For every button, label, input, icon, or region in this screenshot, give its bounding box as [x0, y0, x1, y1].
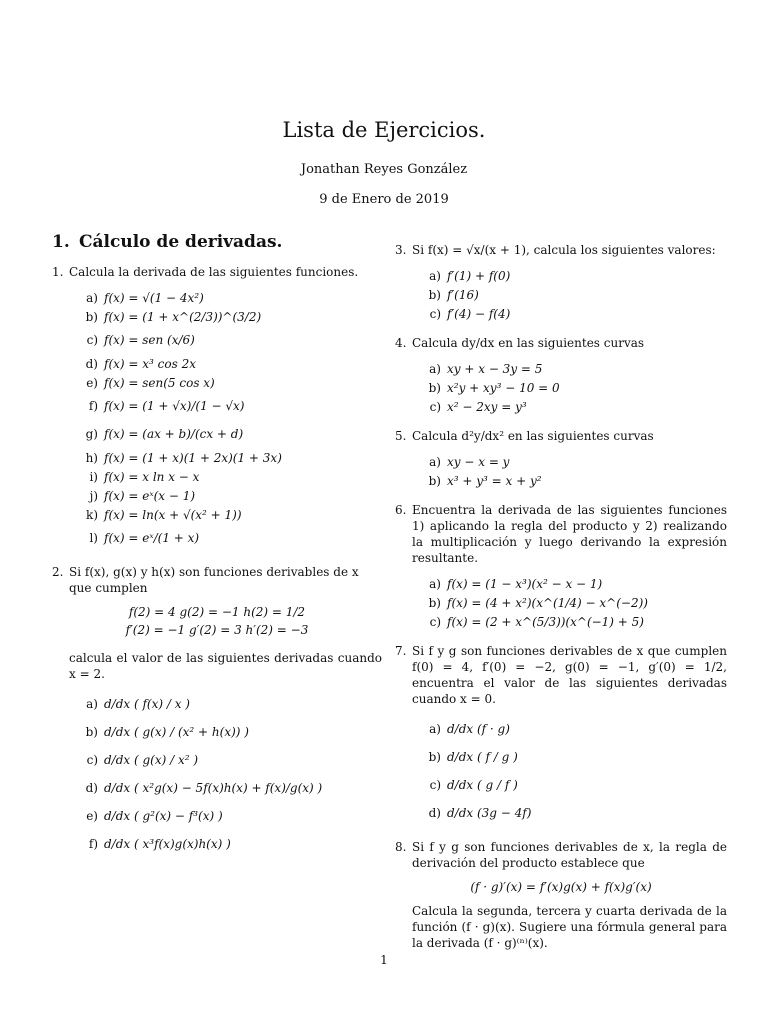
- item-expression: f′(16): [447, 287, 479, 302]
- item-label: b): [85, 309, 98, 324]
- item-label: a): [86, 290, 98, 305]
- list-item: [417, 359, 727, 378]
- item-label: b): [428, 380, 441, 395]
- list-item: [417, 799, 727, 827]
- item-label: l): [89, 531, 98, 545]
- list-item: [417, 471, 727, 490]
- item-label: i): [89, 469, 98, 484]
- item-expression: d/dx ( f(x) / x ): [104, 697, 190, 711]
- section-heading: [52, 232, 382, 252]
- list-item: [417, 285, 727, 304]
- item-expression: d/dx ( x³f(x)g(x)h(x) ): [104, 837, 231, 851]
- exercise-text: Calcula d²y/dx² en las siguientes curvas: [412, 429, 654, 443]
- list-item: [74, 467, 382, 486]
- item-expression: x²y + xy³ − 10 = 0: [447, 380, 560, 395]
- item-expression: d/dx ( x²g(x) − 5f(x)h(x) + f(x)/g(x) ): [104, 781, 323, 795]
- item-expression: f′(1) + f(0): [447, 268, 511, 283]
- item-label: b): [85, 725, 98, 739]
- item-expression: d/dx ( g(x) / x² ): [104, 753, 199, 767]
- list-item: [417, 743, 727, 771]
- list-item: [74, 718, 382, 746]
- list-item: [74, 746, 382, 774]
- list-item: [74, 420, 382, 448]
- item-label: c): [429, 306, 441, 321]
- item-expression: d/dx ( g²(x) − f³(x) ): [104, 809, 223, 823]
- item-label: j): [89, 488, 98, 503]
- exercise-number: 4.: [395, 336, 407, 350]
- item-label: k): [86, 507, 98, 522]
- list-item: [417, 574, 727, 593]
- item-expression: f(x) = (2 + x^(5/3))(x^(−1) + 5): [447, 614, 644, 629]
- exercise-text: Si f(x) = √x/(x + 1), calcula los siguientes valores:: [412, 243, 716, 257]
- exercise-text: Calcula la derivada de las siguientes funciones.: [69, 265, 359, 279]
- list-item: [74, 830, 382, 858]
- item-label: c): [86, 753, 98, 767]
- item-label: d): [85, 356, 98, 371]
- item-label: a): [429, 268, 441, 283]
- list-item: [74, 326, 382, 354]
- exercise-7: [395, 643, 727, 827]
- list-item: [74, 373, 382, 392]
- list-item: [74, 524, 382, 552]
- item-label: a): [429, 361, 441, 376]
- item-label: g): [85, 427, 98, 441]
- item-expression: f(x) = (1 − x³)(x² − x − 1): [447, 576, 603, 591]
- right-column: [395, 232, 727, 951]
- author-name: Jonathan Reyes González: [300, 162, 468, 177]
- exercise-5: [395, 428, 727, 490]
- exercise-number: 3.: [395, 243, 407, 257]
- item-label: c): [429, 778, 441, 792]
- item-expression: f(x) = √(1 − 4x²): [104, 290, 204, 305]
- item-expression: f(x) = (ax + b)/(cx + d): [104, 427, 244, 441]
- list-item: [74, 505, 382, 524]
- exercise-text: Si f y g son funciones derivables de x que cumplen f(0) = 4, f′(0) = −2, g(0) = −1, g′(0) = 1/2, encuentra el valor de las siguientes derivadas cuando x = 0.: [412, 644, 727, 706]
- exercise-4: [395, 335, 727, 416]
- item-label: b): [428, 750, 441, 764]
- equation-line: f′(2) = −1 g′(2) = 3 h′(2) = −3: [125, 623, 309, 637]
- exercise-number: 7.: [395, 644, 407, 658]
- exercise-items: [74, 690, 382, 858]
- item-label: b): [428, 595, 441, 610]
- exercise-number: 6.: [395, 503, 407, 517]
- item-expression: d/dx ( f / g ): [447, 750, 518, 764]
- item-label: e): [86, 375, 98, 390]
- exercise-3: [395, 242, 727, 323]
- item-expression: f(x) = sen (x/6): [104, 333, 195, 347]
- item-expression: f(x) = x ln x − x: [104, 469, 200, 484]
- exercise-items: [417, 715, 727, 827]
- item-label: f): [88, 837, 98, 851]
- item-expression: f(x) = (1 + x^(2/3))^(3/2): [104, 309, 262, 324]
- list-item: [417, 452, 727, 471]
- exercise-text: calcula el valor de las siguientes derivadas cuando x = 2.: [69, 651, 382, 681]
- document-title: Lista de Ejercicios.: [282, 118, 486, 142]
- list-item: [74, 690, 382, 718]
- item-expression: x² − 2xy = y³: [447, 399, 527, 414]
- list-item: [417, 612, 727, 631]
- item-label: c): [86, 333, 98, 347]
- item-label: d): [428, 806, 441, 820]
- item-label: h): [85, 450, 98, 465]
- item-expression: f(x) = x³ cos 2x: [104, 356, 196, 371]
- item-expression: f(x) = sen(5 cos x): [104, 375, 215, 390]
- item-label: a): [429, 454, 441, 469]
- item-expression: f(x) = (1 + x)(1 + 2x)(1 + 3x): [104, 450, 282, 465]
- exercise-8: [395, 839, 727, 951]
- item-expression: xy + x − 3y = 5: [447, 361, 543, 376]
- exercise-text: Si f y g son funciones derivables de x, la regla de derivación del producto establece que: [412, 840, 727, 870]
- item-label: a): [429, 722, 441, 736]
- item-label: c): [429, 399, 441, 414]
- item-expression: f(x) = eˣ(x − 1): [104, 488, 196, 503]
- exercise-1: [52, 264, 382, 552]
- item-label: c): [429, 614, 441, 629]
- item-expression: f(x) = ln(x + √(x² + 1)): [104, 507, 242, 522]
- exercise-items: [417, 452, 727, 490]
- product-rule-equation: (f · g)′(x) = f′(x)g(x) + f(x)g′(x): [470, 880, 652, 894]
- item-expression: f(x) = (4 + x²)(x^(1/4) − x^(−2)): [447, 595, 648, 610]
- exercise-number: 8.: [395, 840, 407, 854]
- list-item: [417, 593, 727, 612]
- list-item: [417, 715, 727, 743]
- list-item: [74, 307, 382, 326]
- list-item: [417, 378, 727, 397]
- item-label: a): [429, 576, 441, 591]
- item-expression: xy − x = y: [447, 454, 510, 469]
- left-column: [52, 232, 382, 858]
- list-item: [417, 397, 727, 416]
- item-expression: f(x) = (1 + √x)/(1 − √x): [104, 399, 245, 413]
- exercise-items: [417, 574, 727, 631]
- exercise-2: [52, 564, 382, 858]
- item-expression: f′(4) − f(4): [447, 306, 511, 321]
- exercise-text: Encuentra la derivada de las siguientes funciones 1) aplicando la regla del producto y 2) realizando la multiplicación y luego derivando la expresión resultante.: [412, 503, 727, 565]
- exercise-items: [417, 359, 727, 416]
- item-label: b): [428, 473, 441, 488]
- item-expression: f(x) = eˣ/(1 + x): [104, 531, 200, 545]
- item-label: a): [86, 697, 98, 711]
- exercise-items: [74, 288, 382, 552]
- exercise-6: [395, 502, 727, 631]
- list-item: [417, 771, 727, 799]
- equation-line: f(2) = 4 g(2) = −1 h(2) = 1/2: [128, 605, 306, 619]
- exercise-number: 1.: [52, 265, 64, 279]
- item-label: d): [85, 781, 98, 795]
- page-number: 1: [380, 953, 388, 967]
- list-item: [417, 304, 727, 323]
- list-item: [74, 802, 382, 830]
- exercise-number: 5.: [395, 429, 407, 443]
- exercise-text: Calcula la segunda, tercera y cuarta derivada de la función (f · g)(x). Sugiere una fórmula general para la derivada (f · g)⁽ⁿ⁾(x).: [412, 904, 727, 950]
- list-item: [74, 448, 382, 467]
- item-label: e): [86, 809, 98, 823]
- item-expression: d/dx ( g / f ): [447, 778, 518, 792]
- exercise-items: [417, 266, 727, 323]
- exercise-text: Calcula dy/dx en las siguientes curvas: [412, 336, 645, 350]
- exercise-text: Si f(x), g(x) y h(x) son funciones derivables de x que cumplen: [69, 565, 359, 595]
- list-item: [74, 774, 382, 802]
- list-item: [74, 486, 382, 505]
- list-item: [417, 266, 727, 285]
- item-label: b): [428, 287, 441, 302]
- section-number: 1.: [52, 232, 70, 252]
- exercise-number: 2.: [52, 565, 64, 579]
- list-item: [74, 392, 382, 420]
- list-item: [74, 354, 382, 373]
- item-expression: x³ + y³ = x + y²: [447, 473, 542, 488]
- item-label: f): [88, 399, 98, 413]
- item-expression: d/dx (f · g): [447, 722, 510, 736]
- document-date: 9 de Enero de 2019: [319, 192, 449, 207]
- given-values: [52, 604, 382, 638]
- list-item: [74, 288, 382, 307]
- item-expression: d/dx ( g(x) / (x² + h(x)) ): [104, 725, 249, 739]
- item-expression: d/dx (3g − 4f): [447, 806, 532, 820]
- section-title: Cálculo de derivadas.: [79, 232, 283, 252]
